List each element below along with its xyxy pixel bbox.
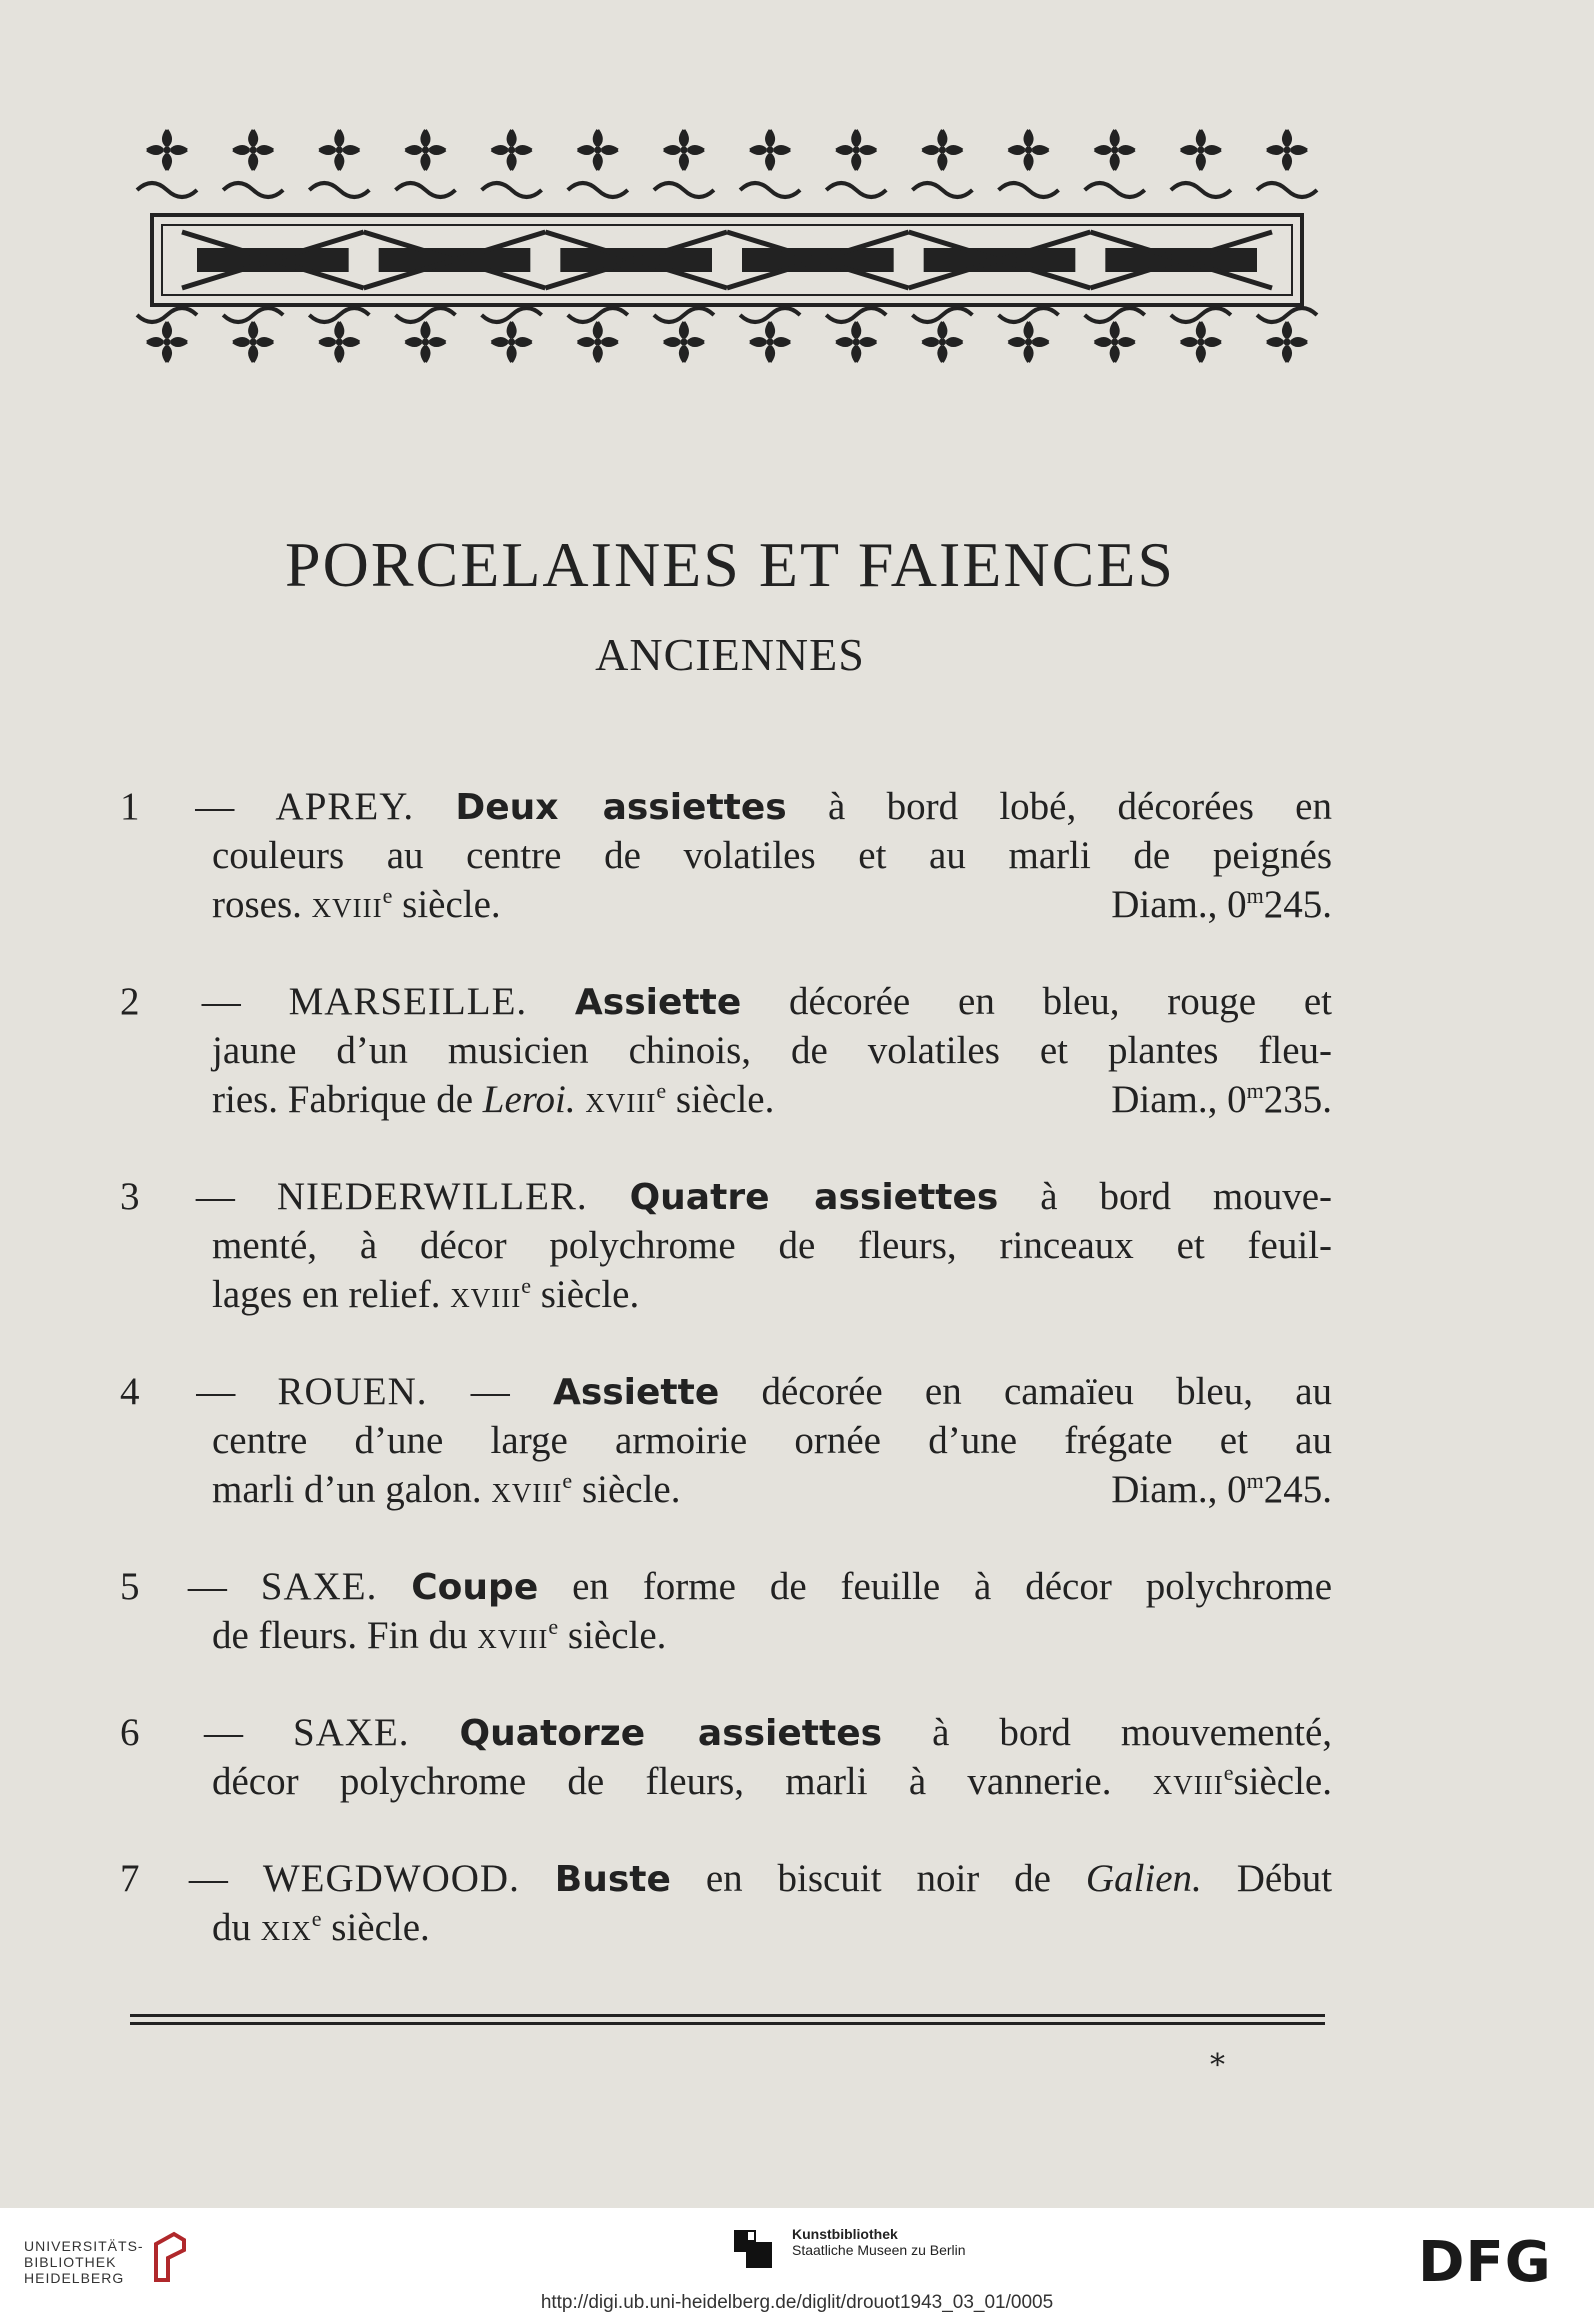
catalogue-entry-5: 5 — SAXE. Coupe en forme de feuille à décor polychrome de fleurs. Fin du xviii$^e$ siècle. <box>120 1562 1332 1660</box>
century-suffix: e <box>656 1078 667 1103</box>
entry-number: 4 <box>120 1370 140 1413</box>
entry-text: ries. Fabrique de <box>212 1078 483 1121</box>
entry-text: siècle. <box>572 1468 681 1511</box>
entry-century: xviii <box>585 1078 657 1121</box>
entry-century: xviii <box>477 1614 549 1657</box>
century-suffix: e <box>1223 1760 1234 1785</box>
entry-text: siècle. <box>392 883 501 926</box>
century-suffix: e <box>548 1614 559 1639</box>
entry-text: siècle. <box>1233 1760 1332 1803</box>
source-url[interactable]: http://digi.ub.uni-heidelberg.de/diglit/drouot1943_03_01/0005 <box>540 2292 1054 2313</box>
entry-text: à bord mouvementé, <box>932 1711 1333 1754</box>
entry-object: Quatre assiettes <box>629 1177 999 1218</box>
entry-text: siècle. <box>321 1906 430 1949</box>
entry-century: xviii <box>1152 1760 1224 1803</box>
entry-century: xviii <box>491 1468 563 1511</box>
catalogue-entry-3: 3 — NIEDERWILLER. Quatre assiettes à bord mouve- menté, à décor polychrome de fleurs, rinceaux et feuil- lages en relief. xviii$^e$ siècle. <box>120 1172 1332 1319</box>
entry-text: couleurs au centre de volatiles et au marli de peignés <box>212 834 1332 877</box>
university-library-logo[interactable]: UNIVERSITÄTS- BIBLIOTHEK HEIDELBERG <box>24 2238 144 2286</box>
entry-text: décor polychrome de fleurs, marli à vannerie. <box>212 1760 1153 1803</box>
catalogue-entry-4: 4 — ROUEN. — Assiette décorée en camaïeu bleu, au centre d’une large armoirie ornée d’une frégate et au marli d’un galon. xviii$^e$ siècle. Diam., 0$^m$245. <box>120 1367 1332 1514</box>
entry-century: xix <box>260 1906 312 1949</box>
entry-text: à bord mouve- <box>1040 1175 1332 1218</box>
decorative-header-ornament <box>122 120 1332 370</box>
double-rule-divider <box>130 2014 1325 2028</box>
entry-object: Coupe <box>411 1567 539 1608</box>
entry-place: ROUEN. — <box>277 1370 511 1413</box>
entry-object: Assiette <box>552 1372 720 1413</box>
entry-text: Début <box>1201 1857 1333 1900</box>
entry-place: SAXE. <box>260 1565 378 1608</box>
entry-text: de fleurs. Fin du <box>212 1614 478 1657</box>
entry-text: marli d’un galon. <box>212 1468 492 1511</box>
entry-text: siècle. <box>666 1078 775 1121</box>
entry-place: SAXE. <box>292 1711 410 1754</box>
entry-text: en biscuit noir de <box>705 1857 1086 1900</box>
entry-diameter: Diam., 0$^m$245. <box>1111 1468 1332 1511</box>
entry-text: centre d’une large armoirie ornée d’une frégate et au <box>212 1419 1332 1462</box>
entry-number: 6 <box>120 1711 140 1754</box>
entry-text: du <box>212 1906 261 1949</box>
page-mark: * <box>1210 2048 1225 2083</box>
dfg-logo[interactable]: DFG <box>1418 2230 1552 2295</box>
page-subtitle: ANCIENNES <box>595 629 865 680</box>
entry-number: 3 <box>120 1175 140 1218</box>
catalogue-entry-2: 2 — MARSEILLE. Assiette décorée en bleu, rouge et jaune d’un musicien chinois, de volatiles et plantes fleu- ries. Fabrique de Leroi. xviii$^e$ siècle. Diam., 0$^m$235. <box>120 977 1332 1124</box>
entry-object: Buste <box>554 1859 671 1900</box>
entry-subject: Galien. <box>1085 1857 1202 1900</box>
page-title: PORCELAINES ET FAIENCES <box>285 529 1175 600</box>
entry-text: jaune d’un musicien chinois, de volatiles et plantes fleu- <box>212 1029 1332 1072</box>
entry-object: Deux assiettes <box>455 787 787 828</box>
kunstbibliothek-label[interactable]: Kunstbibliothek Staatliche Museen zu Berlin <box>792 2226 966 2258</box>
entry-object: Quatorze assiettes <box>459 1713 883 1754</box>
entry-diameter: Diam., 0$^m$245. <box>1111 883 1332 926</box>
entry-text: siècle. <box>530 1273 640 1316</box>
catalogue-entry-6: 6 — SAXE. Quatorze assiettes à bord mouvementé, décor polychrome de fleurs, marli à vannerie. xviii$^e$siècle. <box>120 1708 1332 1806</box>
entry-object: Assiette <box>574 982 742 1023</box>
catalogue-entries <box>120 782 1332 2000</box>
entry-maker: Leroi. <box>482 1078 576 1121</box>
entry-place: NIEDERWILLER. <box>276 1175 588 1218</box>
entry-number: 1 <box>120 785 140 828</box>
entry-number: 2 <box>120 980 140 1023</box>
century-suffix: e <box>562 1468 573 1493</box>
entry-text: décorée en bleu, rouge et <box>789 980 1333 1023</box>
entry-diameter: Diam., 0$^m$235. <box>1111 1078 1332 1121</box>
entry-place: WEGDWOOD. <box>262 1857 520 1900</box>
entry-number: 5 <box>120 1565 140 1608</box>
entry-place: MARSEILLE. <box>288 980 528 1023</box>
digitization-footer <box>0 2208 1594 2320</box>
entry-text: décorée en camaïeu bleu, au <box>761 1370 1332 1413</box>
century-suffix: e <box>311 1906 322 1931</box>
entry-text: à bord lobé, décorées en <box>828 785 1332 828</box>
entry-text: roses. <box>212 883 312 926</box>
entry-text: menté, à décor polychrome de fleurs, rinceaux et feuil- <box>212 1224 1332 1267</box>
catalogue-entry-7: 7 — WEGDWOOD. Buste en biscuit noir de Galien. Début du xix$^e$ siècle. <box>120 1854 1332 1952</box>
century-suffix: e <box>521 1273 531 1298</box>
entry-century: xviii <box>450 1273 522 1316</box>
entry-century: xviii <box>311 883 383 926</box>
entry-text: siècle. <box>558 1614 667 1657</box>
entry-text: en forme de feuille à décor polychrome <box>572 1565 1332 1608</box>
century-suffix: e <box>382 883 393 908</box>
entry-number: 7 <box>120 1857 140 1900</box>
kunstbibliothek-logo-icon <box>730 2226 778 2274</box>
entry-text: lages en relief. <box>212 1273 451 1316</box>
university-seal-icon <box>150 2230 190 2286</box>
catalogue-entry-1: 1 — APREY. Deux assiettes à bord lobé, décorées en couleurs au centre de volatiles et au marli de peignés roses. xviii$^e$ siècle. Diam., 0$^m$245. <box>120 782 1332 929</box>
entry-place: APREY. <box>275 785 415 828</box>
